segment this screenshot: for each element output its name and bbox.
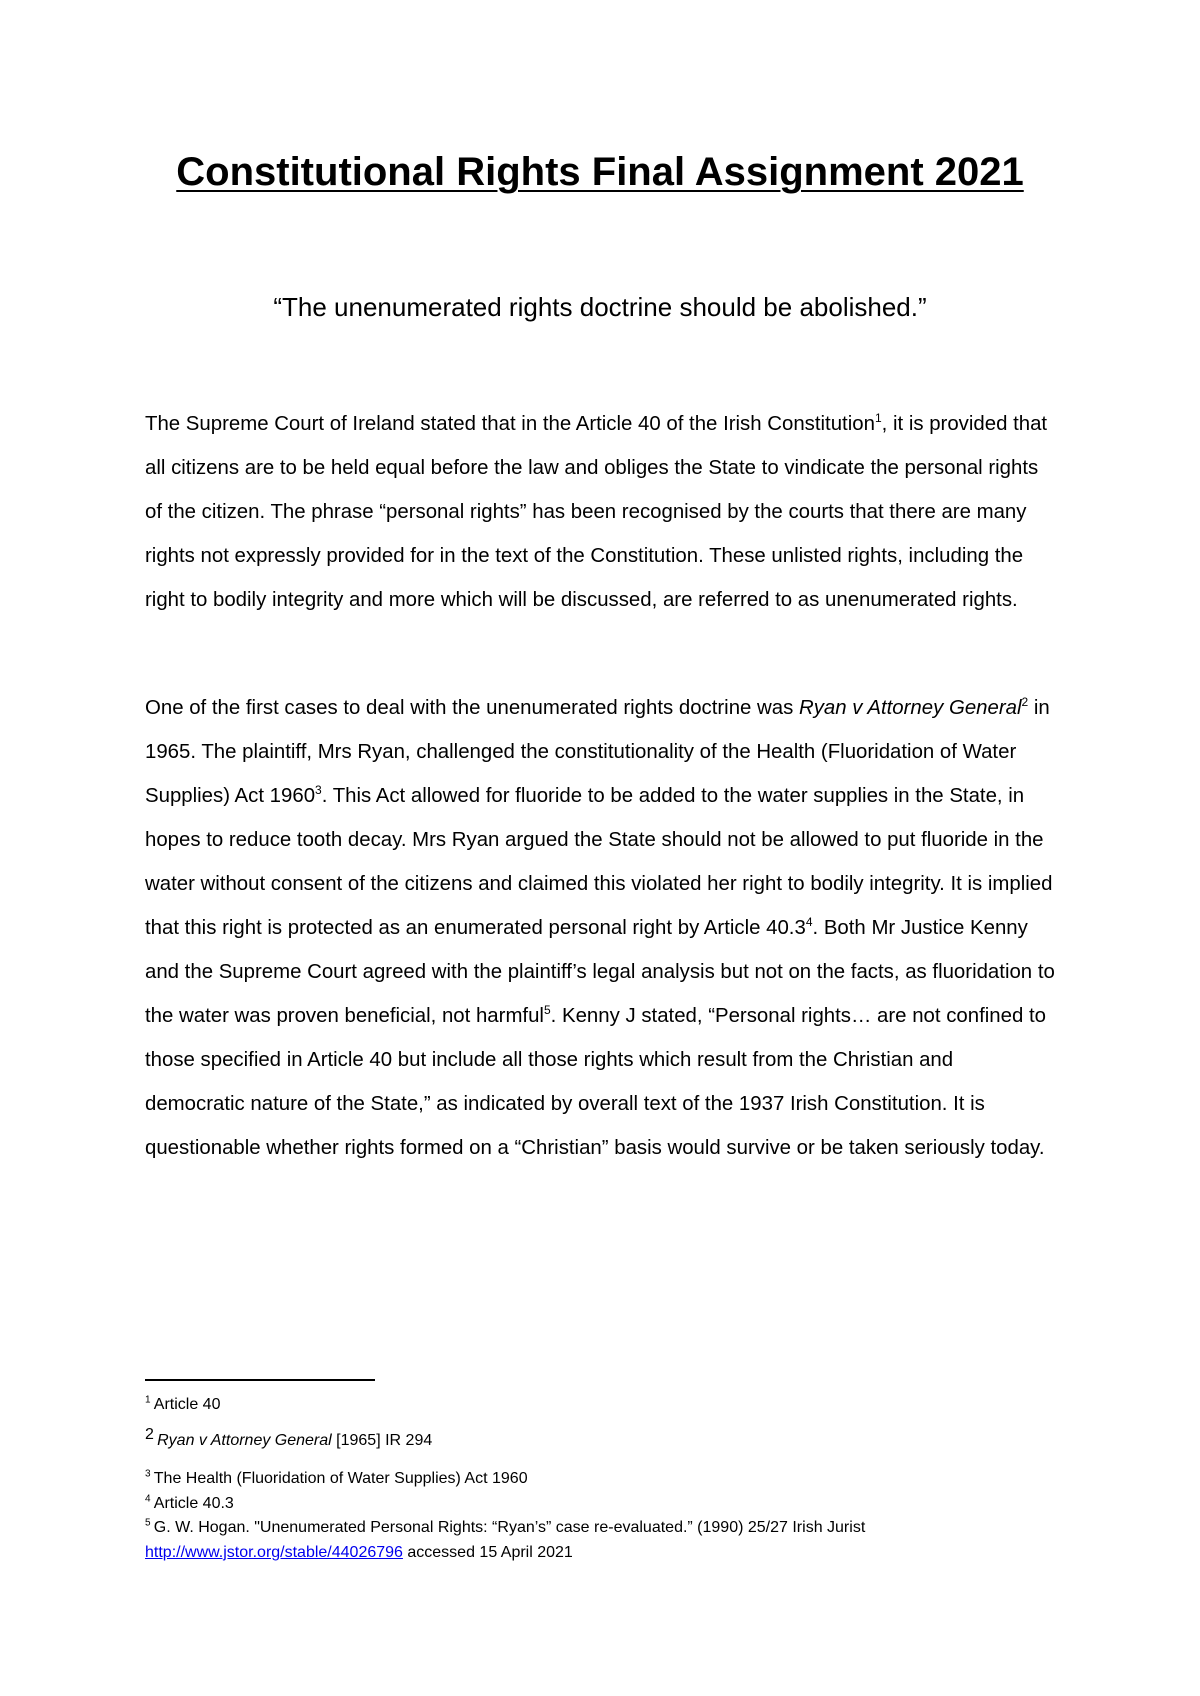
paragraph-text: . This Act allowed for fluoride to be added to the water supplies in the State, in hopes to reduce tooth decay. Mrs Ryan argued the State should not be allowed to put fluoride in the water without consent of the citizens and claimed this violated her right to bodily integrity. It is implied that this right is protected as an enumerated personal right by Article 40.3 xyxy=(145,785,1053,939)
footnote-ref-4[interactable]: 4 xyxy=(805,915,813,930)
paragraph-text: , it is provided that all citizens are to be held equal before the law and obliges the State to vindicate the personal rights of the citizen. The phrase “personal rights” has been recognised by the courts that there are many rights not expressly provided for in the text of the Constitution. These unlisted rights, including the right to bodily integrity and more which will be discussed, are referred to as unenumerated rights. xyxy=(145,413,1048,611)
document-title: Constitutional Rights Final Assignment 2021 xyxy=(176,150,1024,194)
footnote-text: The Health (Fluoridation of Water Supplies) Act 1960 xyxy=(153,1470,528,1487)
footnote-ref-1[interactable]: 1 xyxy=(874,411,882,426)
footnote-text: G. W. Hogan. "Unenumerated Personal Rights: “Ryan’s” case re-evaluated.” (1990) 25/27 Irish Jurist xyxy=(153,1519,866,1536)
paragraph-text: in 1965. The plaintiff, Mrs Ryan, challenged the constitutionality of the Health (Fluoridation of Water Supplies) Act 1960 xyxy=(145,697,1050,807)
footnote-5-continued xyxy=(145,1541,573,1565)
footnote-number: 5 xyxy=(145,1517,151,1529)
paragraph-text: . Both Mr Justice Kenny and the Supreme Court agreed with the plaintiff’s legal analysis but not on the facts, as fluoridation to the water was proven beneficial, not harmful xyxy=(145,917,1055,1027)
paragraph-text: One of the first cases to deal with the unenumerated rights doctrine was xyxy=(145,697,799,719)
footnote-text: Article 40 xyxy=(153,1396,221,1413)
footnote-2 xyxy=(145,1423,432,1453)
footnote-1 xyxy=(145,1393,220,1417)
paragraph-text: . Kenny J stated, “Personal rights… are not confined to those specified in Article 40 but include all those rights which result from the Christian and democratic nature of the State,” as indicated by overall text of the 1937 Irish Constitution. It is questionable whether rights formed on a “Christian” basis would survive or be taken seriously today. xyxy=(145,1005,1046,1159)
footnote-text: Article 40.3 xyxy=(153,1495,234,1512)
paragraph-text: The Supreme Court of Ireland stated that in the Article 40 of the Irish Constitution xyxy=(145,413,875,435)
footnote-number: 1 xyxy=(145,1394,151,1406)
footnote-text: [1965] IR 294 xyxy=(331,1432,433,1449)
footnote-separator xyxy=(145,1379,375,1381)
document-subtitle: “The unenumerated rights doctrine should be abolished.” xyxy=(273,292,927,322)
body-paragraph-2 xyxy=(145,686,1055,1170)
footnote-number: 4 xyxy=(145,1493,151,1505)
footnote-ref-3[interactable]: 3 xyxy=(315,783,322,798)
footnote-case-name: Ryan v Attorney General xyxy=(157,1432,332,1449)
footnote-number: 2 xyxy=(145,1426,154,1443)
footnote-number: 3 xyxy=(145,1468,151,1480)
footnote-accessed: accessed 15 April 2021 xyxy=(402,1544,573,1561)
footnote-5 xyxy=(145,1516,865,1540)
footnote-ref-5[interactable]: 5 xyxy=(543,1003,551,1018)
case-name: Ryan v Attorney General xyxy=(798,697,1022,719)
footnote-4 xyxy=(145,1492,234,1516)
footnote-3 xyxy=(145,1467,528,1491)
jstor-link[interactable]: http://www.jstor.org/stable/44026796 xyxy=(145,1544,403,1561)
footnote-ref-2[interactable]: 2 xyxy=(1021,695,1029,710)
body-paragraph-1 xyxy=(145,402,1055,622)
